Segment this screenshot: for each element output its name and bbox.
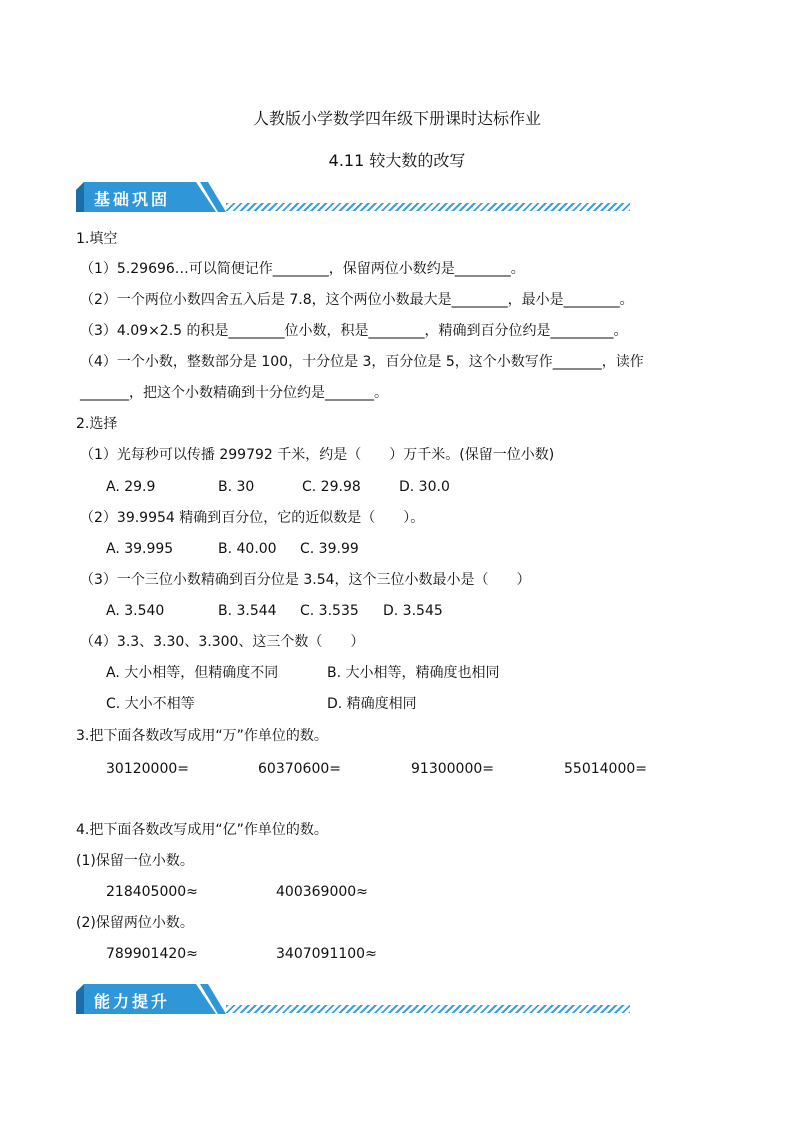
q2-1-option-a: A. 29.9 [106,479,156,495]
q1-item-3: （3）4.09×2.5 的积是________位小数，积是________，精确到百分位约是_________。 [80,323,628,339]
q2-3-option-d: D. 3.545 [383,603,443,619]
page-subtitle: 4.11 较大数的改写 [328,151,466,170]
q2-stem-3: （3）一个三位小数精确到百分位是 3.54，这个三位小数最小是（ ） [80,572,531,588]
q2-4-option-b: B. 大小相等，精确度也相同 [327,665,500,681]
section-banner-advanced [76,984,636,1016]
q2-stem-2: （2）39.9954 精确到百分位，它的近似数是（ ）。 [80,510,425,526]
section-banner-basic [76,182,636,214]
q2-1-option-b: B. 30 [218,479,255,495]
q1-item-1: （1）5.29696…可以简便记作________，保留两位小数约是________。 [80,261,525,277]
q3-value-1: 30120000= [106,761,189,777]
q4-part2-value-2: 3407091100≈ [276,946,377,962]
q2-stem-4: （4）3.3、3.30、3.300、这三个数（ ） [80,634,365,650]
q1-item-2: （2）一个两位小数四舍五入后是 7.8，这个两位小数最大是________，最小是________。 [80,292,634,308]
q2-2-option-c: C. 39.99 [300,541,359,557]
q4-part1-value-2: 400369000≈ [276,884,368,900]
q2-4-option-c: C. 大小不相等 [106,696,195,712]
q4-part1-value-1: 218405000≈ [106,884,198,900]
section-label-advanced: 能力提升 [94,992,171,1011]
q2-4-option-a: A. 大小相等，但精确度不同 [106,665,279,681]
question-1-title: 1.填空 [76,231,118,247]
q2-2-option-b: B. 40.00 [218,541,277,557]
section-label-basic: 基础巩固 [94,190,171,209]
q4-part-1: (1)保留一位小数。 [76,853,194,869]
q4-part-2: (2)保留两位小数。 [76,915,194,931]
q2-1-option-c: C. 29.98 [302,479,361,495]
banner-stripe [226,1005,630,1013]
q2-4-option-d: D. 精确度相同 [327,696,417,712]
question-3-title: 3.把下面各数改写成用“万”作单位的数。 [76,728,328,744]
q2-3-option-b: B. 3.544 [218,603,277,619]
banner-stripe [226,203,630,211]
q3-value-4: 55014000= [564,761,647,777]
question-2-title: 2.选择 [76,416,118,432]
q4-part2-value-1: 789901420≈ [106,946,198,962]
q2-2-option-a: A. 39.995 [106,541,174,557]
q1-item-4-cont: _______，把这个小数精确到十分位约是_______。 [80,385,388,401]
question-4-title: 4.把下面各数改写成用“亿”作单位的数。 [76,822,328,838]
page-title: 人教版小学数学四年级下册课时达标作业 [252,109,541,128]
q2-3-option-c: C. 3.535 [300,603,359,619]
q3-value-2: 60370600= [258,761,341,777]
q2-1-option-d: D. 30.0 [399,479,450,495]
q1-item-4: （4）一个小数，整数部分是 100，十分位是 3，百分位是 5，这个小数写作_______，读作 [80,354,644,370]
q2-3-option-a: A. 3.540 [106,603,165,619]
q3-value-3: 91300000= [411,761,494,777]
q2-stem-1: （1）光每秒可以传播 299792 千米，约是（ ）万千米。(保留一位小数) [80,447,555,463]
